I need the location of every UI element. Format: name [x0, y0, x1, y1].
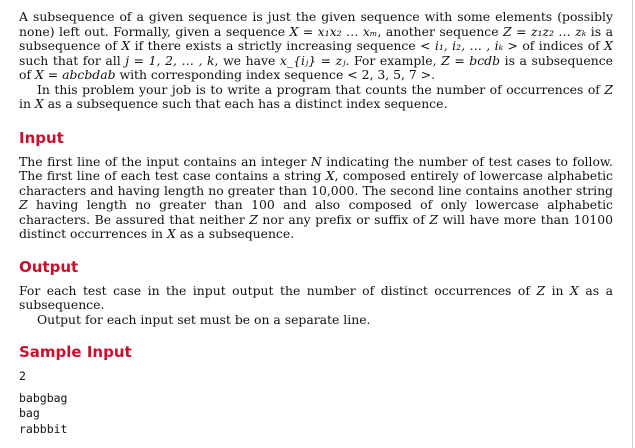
input-text: nor any prefix or suffix of [257, 211, 430, 227]
problem-statement [19, 10, 613, 437]
sample-input-line: 2 [19, 369, 26, 383]
input-text: as a subsequence. [175, 226, 295, 241]
intro-text: . [431, 67, 436, 82]
input-text: having length no greater than 100 and also composed of only lowercase alphabetic characters. Be assured that neither [19, 197, 613, 227]
intro-text: . For example, [345, 52, 442, 68]
sample-input-heading: Sample Input [19, 343, 132, 361]
math-inline: Z [429, 211, 438, 227]
sample-input-line: rabbbit [19, 421, 68, 436]
math-inline: N [310, 153, 322, 169]
math-inline: X = abcbdab [35, 67, 116, 82]
intro-text: with corresponding index sequence [115, 67, 348, 82]
task-text: in [19, 96, 35, 111]
math-inline: Z [19, 197, 28, 212]
math-inline: Z [249, 211, 258, 227]
intro-text: is a subsequence of [19, 52, 613, 82]
intro-text: A subsequence of a given sequence is just the given sequence with some elements (possibly none) left out. Formally, given a sequence [19, 9, 613, 39]
output-text: For each test case in the input output the number of distinct occurrences of [19, 282, 537, 298]
sample-input-line: bag [19, 406, 40, 420]
input-paragraph [19, 155, 613, 242]
math-inline: < i₁, i₂, … , iₖ > [420, 38, 518, 53]
math-inline: j = 1, 2, … , k [125, 52, 215, 68]
output-text: in [545, 282, 571, 298]
input-text: The first line of the input contains an integer [19, 153, 311, 169]
task-paragraph [19, 83, 613, 112]
intro-text: if there exists a strictly increasing sequence [130, 38, 421, 53]
intro-paragraph [19, 10, 613, 83]
math-inline: X [325, 168, 335, 183]
math-inline: x_{iⱼ} = zⱼ [279, 52, 346, 68]
math-inline: X [166, 226, 176, 241]
math-inline: Z = bcdb [441, 52, 501, 68]
task-text: In this problem your job is to write a program that counts the number of occurrences of [37, 81, 605, 97]
math-inline: Z = z₁z₂ … zₖ [503, 23, 587, 39]
math-inline: Z [536, 282, 546, 298]
output-heading: Output [19, 257, 79, 276]
intro-text: , we have [214, 52, 280, 68]
output-text: as a subsequence. [19, 282, 613, 312]
output-paragraph [19, 284, 613, 313]
math-inline: X = x₁x₂ … xₘ [289, 23, 378, 39]
input-heading: Input [19, 128, 64, 147]
intro-text: of indices of [517, 38, 605, 53]
input-text: , composed entirely of lowercase alphabetic characters and having length no greater than 10,000. The second line contains another string [19, 168, 613, 198]
task-text: as a subsequence such that each has a distinct index sequence. [43, 96, 448, 111]
intro-text: such that for all [19, 52, 126, 68]
math-inline: X [121, 38, 131, 53]
math-inline: X [604, 38, 613, 53]
output-paragraph-2: Output for each input set must be on a separate line. [37, 311, 371, 327]
math-inline: Z [604, 81, 613, 97]
intro-text: , another sequence [377, 23, 504, 39]
math-inline: < 2, 3, 5, 7 > [347, 67, 432, 82]
intro-text: is a subsequence of [19, 23, 613, 53]
math-inline: X [34, 96, 44, 111]
sample-input-line: babgbag [19, 390, 68, 405]
math-inline: X [570, 282, 579, 298]
input-text: will have more than 10100 distinct occurrences in [19, 211, 613, 241]
input-text: indicating the number of test cases to follow. The first line of each test case contains a string [19, 153, 613, 183]
